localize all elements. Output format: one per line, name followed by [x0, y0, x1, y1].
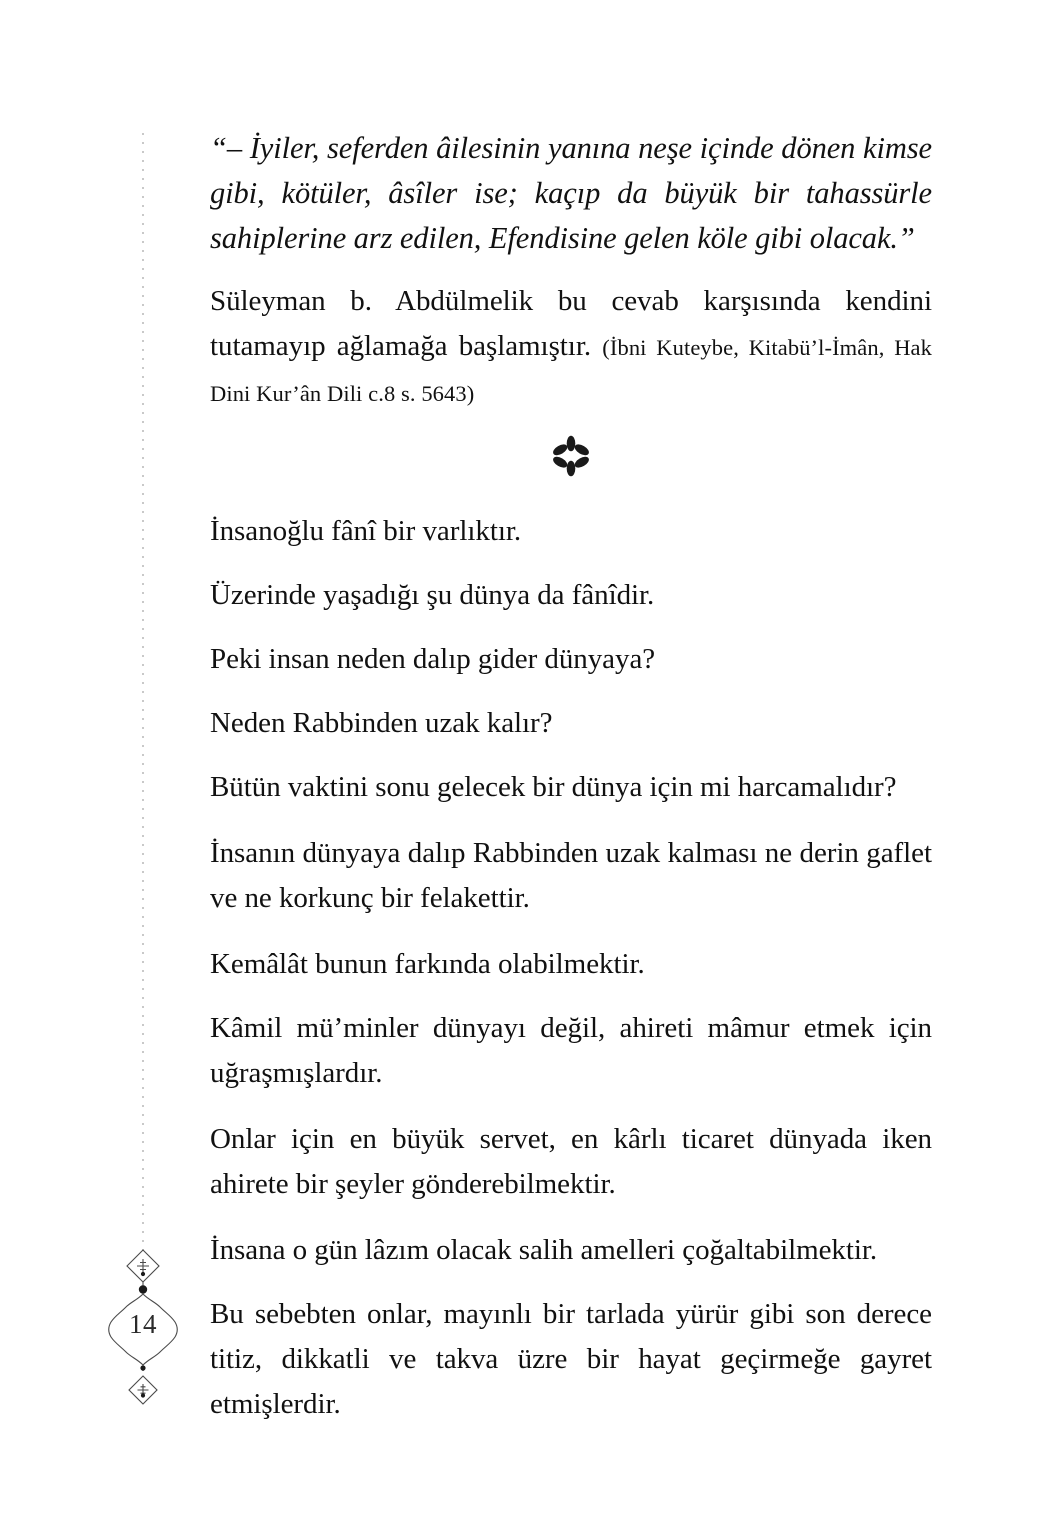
body-paragraph-5: Bütün vaktini sonu gelecek bir dünya için mi harcamalıdır?	[210, 771, 897, 803]
body-paragraph-7: Kemâlât bunun farkında olabilmektir.	[210, 948, 645, 980]
attribution-paragraph	[210, 279, 932, 416]
page-number-cartouche	[97, 1238, 189, 1410]
page-number-label: 14	[129, 1308, 157, 1339]
source-citation: (İbni Kuteybe, Kitabü’l-İmân, Hak Dini Kur’ân Dili c.8 s. 5643)	[210, 335, 932, 406]
body-paragraph-6: İnsanın dünyaya dalıp Rabbinden uzak kalması ne derin gaflet ve ne korkunç bir felakettir.	[210, 837, 932, 914]
body-paragraph-4: Neden Rabbinden uzak kalır?	[210, 707, 553, 739]
body-paragraph-1: İnsanoğlu fânî bir varlıktır.	[210, 515, 522, 547]
body-paragraph-11: Bu sebebten onlar, mayınlı bir tarlada yürür gibi son derece titiz, dikkatli ve takva üzre bir hayat geçirmeğe gayret etmişlerdir.	[210, 1298, 932, 1420]
attribution-text: Süleyman b. Abdülmelik bu cevab karşısında kendini tutamayıp ağlamağa başlamıştır.	[210, 285, 932, 362]
blockquote-hadith: “– İyiler, seferden âilesinin yanına neşe içinde dönen kimse gibi, kötüler, âsîler ise; kaçıp da büyük bir tahassürle sahiplerine arz edilen, Efendisine gelen köle gibi olacak.”	[210, 131, 932, 255]
page-text-column	[210, 126, 932, 1446]
left-margin-dotted-rule	[142, 133, 144, 1251]
body-paragraph-2: Üzerinde yaşadığı şu dünya da fânîdir.	[210, 579, 655, 611]
floral-asterisk-ornament-icon	[210, 435, 932, 481]
body-paragraph-9: Onlar için en büyük servet, en kârlı ticaret dünyada iken ahirete bir şeyler gönderebilmektir.	[210, 1123, 932, 1200]
body-paragraph-10: İnsana o gün lâzım olacak salih amelleri çoğaltabilmektir.	[210, 1234, 878, 1266]
body-paragraph-3: Peki insan neden dalıp gider dünyaya?	[210, 643, 656, 675]
body-paragraph-8: Kâmil mü’minler dünyayı değil, ahireti mâmur etmek için uğraşmışlardır.	[210, 1012, 932, 1089]
